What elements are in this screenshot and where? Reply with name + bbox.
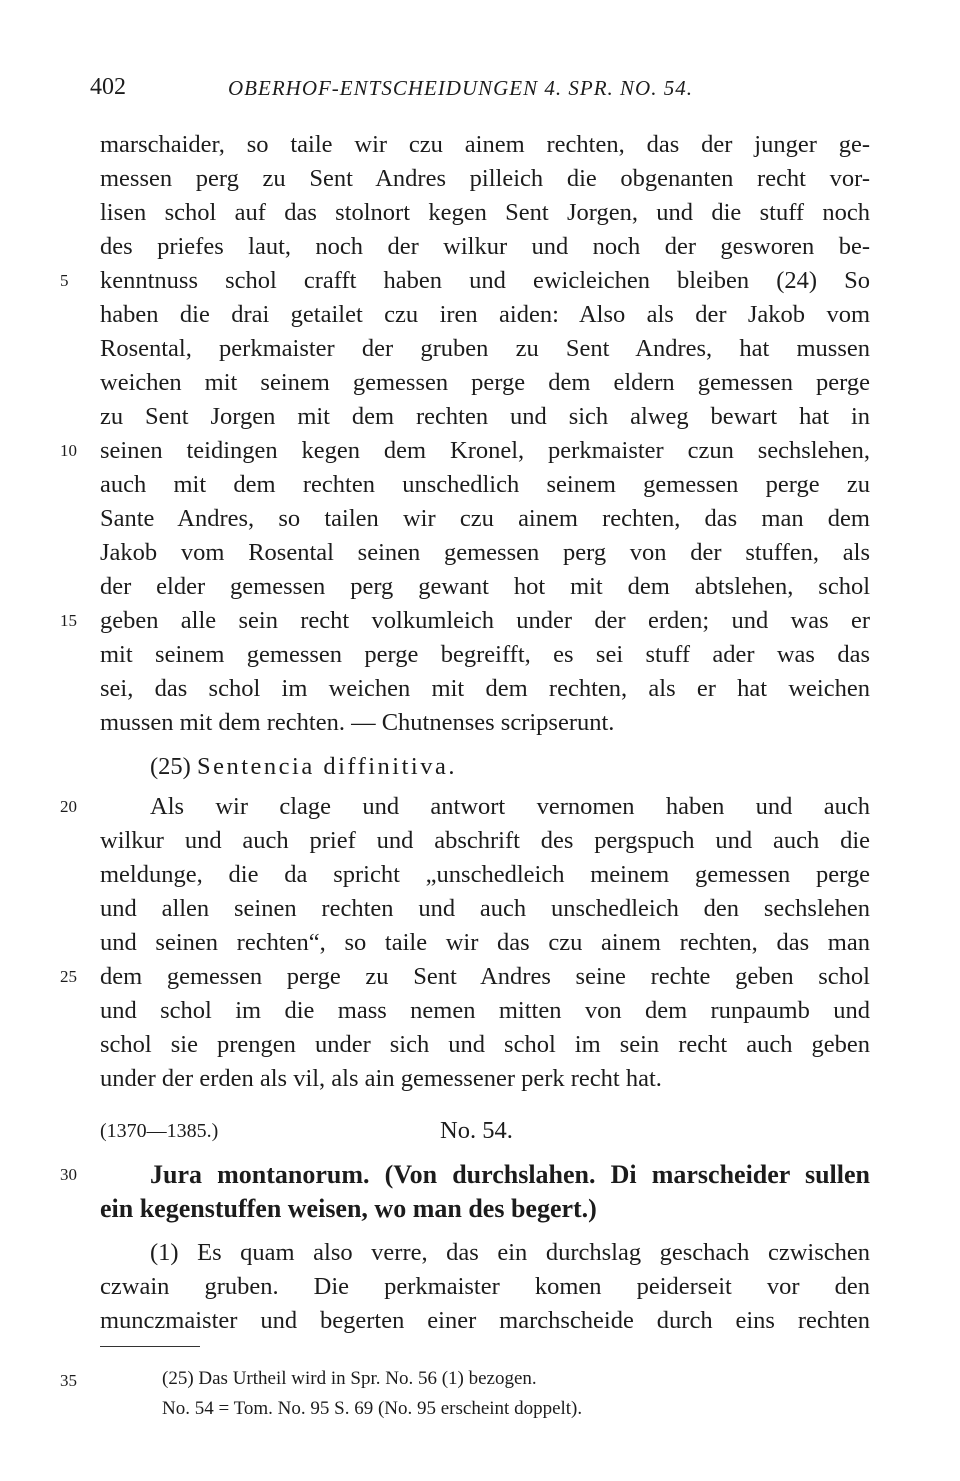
body-line: auch mit dem rechten unschedlich seinem gemessen perge zu — [100, 471, 870, 498]
body-line: weichen mit seinem gemessen perge dem eldern gemessen perge — [100, 369, 870, 396]
body-line: zu Sent Jorgen mit dem rechten und sich alweg bewart hat in — [100, 403, 870, 430]
running-title: OBERHOF-ENTSCHEIDUNGEN 4. SPR. NO. 54. — [228, 76, 693, 100]
body-line: under der erden als vil, als ain gemessener perk recht hat. — [100, 1065, 662, 1092]
footnote-divider — [100, 1346, 200, 1347]
section-title: Sentencia diffinitiva. — [196, 753, 457, 780]
line-number: 20 — [60, 797, 77, 816]
line-number: 15 — [60, 611, 77, 630]
section-number: (25) — [150, 753, 191, 780]
body-line: und allen seinen rechten und auch unschedleich den sechslehen — [100, 895, 870, 922]
footnote: (25) Das Urtheil wird in Spr. No. 56 (1) bezogen. — [162, 1368, 537, 1389]
body-line: marschaider, so taile wir czu ainem rechten, das der junger ge- — [100, 131, 870, 158]
body-line: czwain gruben. Die perkmaister komen peiderseit vor den — [100, 1273, 870, 1300]
body-line: Rosental, perkmaister der gruben zu Sent Andres, hat mussen — [100, 335, 870, 362]
line-number: 10 — [60, 441, 77, 460]
document-number: No. 54. — [440, 1117, 513, 1144]
body-line: haben die drai getailet czu iren aiden: Also als der Jakob vom — [100, 301, 870, 328]
line-number: 30 — [60, 1165, 77, 1184]
body-line: des priefes laut, noch der wilkur und noch der gesworen be- — [100, 233, 870, 260]
footnote: No. 54 = Tom. No. 95 S. 69 (No. 95 erscheint doppelt). — [162, 1398, 583, 1419]
body-line: meldunge, die da spricht „unschedleich meinem gemessen perge — [100, 861, 870, 888]
section-heading — [150, 750, 750, 784]
body-line: munczmaister und begerten einer marchscheide durch eins rechten — [100, 1307, 870, 1334]
body-line: dem gemessen perge zu Sent Andres seine rechte geben schol — [100, 963, 870, 990]
body-line: Jakob vom Rosental seinen gemessen perg von der stuffen, als — [100, 539, 870, 566]
body-line: schol sie prengen under sich und schol im sein recht auch geben — [100, 1031, 870, 1058]
body-line: (1) Es quam also verre, das ein durchslag geschach czwischen — [150, 1239, 870, 1266]
body-line: seinen teidingen kegen dem Kronel, perkmaister czun sechslehen, — [100, 437, 870, 464]
document-title: Jura montanorum. (Von durchslahen. Di marscheider sullen — [150, 1160, 870, 1189]
body-line: lisen schol auf das stolnort kegen Sent Jorgen, und die stuff noch — [100, 199, 870, 226]
body-line: mit seinem gemessen perge begreifft, es sei stuff ader was das — [100, 641, 870, 668]
body-line: kenntnuss schol crafft haben und ewicleichen bleiben (24) So — [100, 267, 870, 294]
body-line: wilkur und auch prief und abschrift des pergspuch und auch die — [100, 827, 870, 854]
line-number: 35 — [60, 1371, 77, 1390]
body-line: sei, das schol im weichen mit dem rechten, als er hat weichen — [100, 675, 870, 702]
document-date: (1370—1385.) — [100, 1120, 219, 1142]
document-title: ein kegenstuffen weisen, wo man des begert.) — [100, 1194, 597, 1223]
body-line: messen perg zu Sent Andres pilleich die obgenanten recht vor- — [100, 165, 870, 192]
page-number: 402 — [90, 74, 126, 100]
line-number: 5 — [60, 271, 69, 290]
body-line: und seinen rechten“, so taile wir das czu ainem rechten, das man — [100, 929, 870, 956]
body-line: und schol im die mass nemen mitten von dem runpaumb und — [100, 997, 870, 1024]
body-line: der elder gemessen perg gewant hot mit dem abtslehen, schol — [100, 573, 870, 600]
body-line: mussen mit dem rechten. — Chutnenses scripserunt. — [100, 709, 615, 736]
body-line: Als wir clage und antwort vernomen haben und auch — [150, 793, 870, 820]
body-line: geben alle sein recht volkumleich under der erden; und was er — [100, 607, 870, 634]
line-number: 25 — [60, 967, 77, 986]
body-line: Sante Andres, so tailen wir czu ainem rechten, das man dem — [100, 505, 870, 532]
